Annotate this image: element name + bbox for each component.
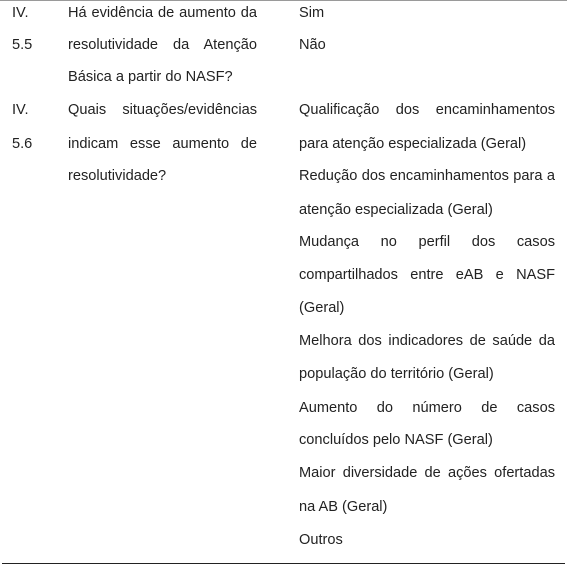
answer-option-continuation: compartilhados entre eAB e NASF (299, 267, 555, 283)
row-number-line: 5.6 (12, 136, 33, 152)
question-line: resolutividade? (68, 168, 167, 184)
row-number-line: IV. (12, 5, 29, 21)
answer-option: Mudança no perfil dos casos (299, 234, 555, 250)
answer-option-continuation: na AB (Geral) (299, 499, 388, 515)
answer-option-continuation: população do território (Geral) (299, 366, 494, 382)
question-line: resolutividade da Atenção (68, 37, 257, 53)
answer-option-continuation: concluídos pelo NASF (Geral) (299, 432, 493, 448)
row-number-line: IV. (12, 102, 29, 118)
answer-option: Sim (299, 5, 325, 21)
answer-option: Redução dos encaminhamentos para a (299, 168, 555, 184)
answer-option: Não (299, 37, 326, 53)
table-bottom-rule (2, 563, 565, 564)
answer-option: Aumento do número de casos (299, 400, 555, 416)
question-line: indicam esse aumento de (68, 136, 257, 152)
answer-option-continuation: (Geral) (299, 300, 345, 316)
question-line: Há evidência de aumento da (68, 5, 257, 21)
answer-option: Melhora dos indicadores de saúde da (299, 333, 555, 349)
question-line: Básica a partir do NASF? (68, 69, 233, 85)
answer-option: Outros (299, 532, 343, 548)
row-number-line: 5.5 (12, 37, 33, 53)
answer-option-continuation: para atenção especializada (Geral) (299, 136, 527, 152)
answer-option-continuation: atenção especializada (Geral) (299, 202, 493, 218)
table-top-rule (0, 0, 567, 1)
answer-option: Qualificação dos encaminhamentos (299, 102, 555, 118)
answer-option: Maior diversidade de ações ofertadas (299, 465, 555, 481)
question-line: Quais situações/evidências (68, 102, 257, 118)
